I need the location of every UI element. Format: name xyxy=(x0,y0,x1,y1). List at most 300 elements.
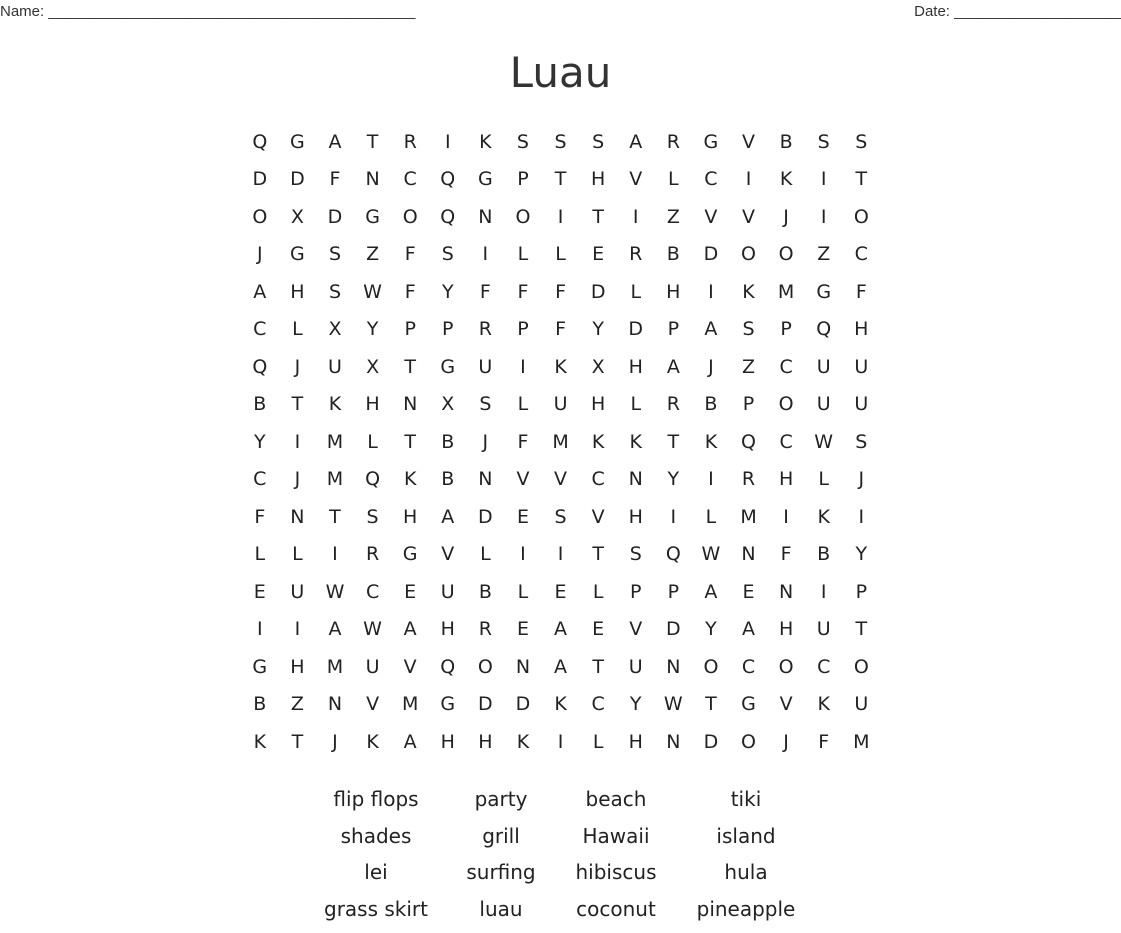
grid-letter: F xyxy=(316,168,354,190)
grid-letter: R xyxy=(655,131,693,153)
grid-letter: B xyxy=(692,393,730,415)
page-title: Luau xyxy=(0,48,1121,97)
grid-letter: D xyxy=(316,206,354,228)
grid-letter: X xyxy=(316,318,354,340)
grid-letter: I xyxy=(504,543,542,565)
grid-letter: V xyxy=(767,693,805,715)
grid-letter: L xyxy=(579,731,617,753)
grid-row xyxy=(241,536,881,574)
grid-letter: O xyxy=(692,656,730,678)
grid-letter: S xyxy=(579,131,617,153)
grid-letter: F xyxy=(504,281,542,303)
grid-letter: J xyxy=(843,468,881,490)
grid-letter: D xyxy=(467,693,505,715)
grid-letter: G xyxy=(467,168,505,190)
grid-letter: B xyxy=(241,693,279,715)
grid-letter: O xyxy=(843,656,881,678)
word-bank-item: flip flops xyxy=(306,787,446,811)
word-bank-item: grill xyxy=(431,824,571,848)
grid-letter: I xyxy=(429,131,467,153)
grid-letter: Y xyxy=(617,693,655,715)
grid-letter: C xyxy=(805,656,843,678)
grid-letter: Y xyxy=(354,318,392,340)
word-bank-item: coconut xyxy=(546,897,686,921)
grid-letter: I xyxy=(767,506,805,528)
date-field: Date: ____________________ xyxy=(914,3,1121,20)
grid-letter: A xyxy=(429,506,467,528)
word-bank-row xyxy=(0,787,1121,824)
grid-row xyxy=(241,723,881,761)
grid-letter: H xyxy=(655,281,693,303)
grid-letter: M xyxy=(843,731,881,753)
grid-letter: A xyxy=(692,581,730,603)
grid-letter: N xyxy=(767,581,805,603)
grid-row xyxy=(241,348,881,386)
grid-letter: C xyxy=(767,431,805,453)
grid-letter: P xyxy=(429,318,467,340)
grid-letter: V xyxy=(354,693,392,715)
grid-letter: V xyxy=(391,656,429,678)
grid-letter: D xyxy=(579,281,617,303)
grid-letter: L xyxy=(279,543,317,565)
grid-letter: Q xyxy=(241,356,279,378)
grid-letter: I xyxy=(617,206,655,228)
grid-letter: F xyxy=(391,243,429,265)
grid-letter: U xyxy=(467,356,505,378)
grid-row xyxy=(241,573,881,611)
grid-letter: S xyxy=(504,131,542,153)
grid-letter: S xyxy=(316,281,354,303)
grid-letter: E xyxy=(579,243,617,265)
grid-letter: T xyxy=(391,356,429,378)
grid-letter: J xyxy=(767,731,805,753)
grid-letter: T xyxy=(279,393,317,415)
grid-letter: R xyxy=(391,131,429,153)
grid-letter: M xyxy=(316,468,354,490)
grid-letter: L xyxy=(504,393,542,415)
word-bank-item: luau xyxy=(431,897,571,921)
grid-letter: Y xyxy=(579,318,617,340)
grid-letter: N xyxy=(655,656,693,678)
grid-letter: U xyxy=(805,618,843,640)
grid-letter: V xyxy=(429,543,467,565)
grid-letter: Y xyxy=(692,618,730,640)
grid-letter: K xyxy=(391,468,429,490)
grid-letter: W xyxy=(354,618,392,640)
grid-letter: H xyxy=(391,506,429,528)
grid-letter: H xyxy=(429,618,467,640)
grid-letter: I xyxy=(241,618,279,640)
grid-letter: A xyxy=(692,318,730,340)
grid-letter: B xyxy=(805,543,843,565)
grid-letter: T xyxy=(542,168,580,190)
grid-letter: M xyxy=(542,431,580,453)
grid-letter: C xyxy=(843,243,881,265)
grid-letter: Y xyxy=(655,468,693,490)
grid-letter: I xyxy=(805,206,843,228)
grid-letter: A xyxy=(542,618,580,640)
grid-letter: E xyxy=(579,618,617,640)
grid-letter: A xyxy=(316,618,354,640)
grid-letter: U xyxy=(279,581,317,603)
grid-letter: M xyxy=(767,281,805,303)
grid-letter: O xyxy=(730,243,768,265)
grid-letter: L xyxy=(241,543,279,565)
grid-letter: E xyxy=(504,506,542,528)
word-bank xyxy=(0,787,1121,933)
grid-letter: K xyxy=(467,131,505,153)
grid-letter: Z xyxy=(730,356,768,378)
word-bank-item: Hawaii xyxy=(546,824,686,848)
grid-row xyxy=(241,461,881,499)
grid-letter: B xyxy=(429,468,467,490)
grid-row xyxy=(241,311,881,349)
grid-letter: H xyxy=(467,731,505,753)
grid-letter: L xyxy=(692,506,730,528)
grid-letter: N xyxy=(504,656,542,678)
grid-letter: O xyxy=(504,206,542,228)
grid-letter: B xyxy=(467,581,505,603)
grid-letter: V xyxy=(504,468,542,490)
grid-letter: W xyxy=(805,431,843,453)
grid-letter: N xyxy=(617,468,655,490)
grid-letter: F xyxy=(805,731,843,753)
word-bank-item: shades xyxy=(306,824,446,848)
grid-letter: R xyxy=(730,468,768,490)
grid-letter: P xyxy=(730,393,768,415)
grid-letter: I xyxy=(655,506,693,528)
grid-letter: G xyxy=(730,693,768,715)
grid-letter: U xyxy=(805,393,843,415)
grid-letter: K xyxy=(579,431,617,453)
grid-letter: J xyxy=(767,206,805,228)
grid-letter: W xyxy=(354,281,392,303)
grid-letter: T xyxy=(692,693,730,715)
grid-letter: K xyxy=(617,431,655,453)
word-bank-item: surfing xyxy=(431,860,571,884)
word-bank-item: lei xyxy=(306,860,446,884)
grid-letter: F xyxy=(467,281,505,303)
grid-letter: I xyxy=(730,168,768,190)
grid-letter: T xyxy=(391,431,429,453)
grid-letter: D xyxy=(241,168,279,190)
grid-letter: B xyxy=(429,431,467,453)
grid-letter: B xyxy=(655,243,693,265)
grid-letter: H xyxy=(767,618,805,640)
grid-letter: A xyxy=(655,356,693,378)
grid-letter: L xyxy=(279,318,317,340)
grid-row xyxy=(241,161,881,199)
grid-letter: H xyxy=(843,318,881,340)
grid-letter: S xyxy=(354,506,392,528)
grid-letter: J xyxy=(692,356,730,378)
grid-letter: K xyxy=(692,431,730,453)
grid-letter: Q xyxy=(429,168,467,190)
grid-letter: R xyxy=(467,618,505,640)
grid-letter: Z xyxy=(354,243,392,265)
grid-letter: H xyxy=(617,506,655,528)
word-bank-item: hibiscus xyxy=(546,860,686,884)
grid-letter: G xyxy=(429,693,467,715)
grid-letter: K xyxy=(805,693,843,715)
grid-letter: H xyxy=(354,393,392,415)
grid-letter: S xyxy=(805,131,843,153)
word-bank-item: pineapple xyxy=(676,897,816,921)
grid-letter: D xyxy=(655,618,693,640)
grid-letter: W xyxy=(692,543,730,565)
grid-letter: N xyxy=(316,693,354,715)
grid-letter: S xyxy=(730,318,768,340)
grid-letter: K xyxy=(316,393,354,415)
grid-letter: J xyxy=(241,243,279,265)
grid-row xyxy=(241,498,881,536)
grid-letter: A xyxy=(730,618,768,640)
grid-letter: K xyxy=(767,168,805,190)
grid-letter: I xyxy=(805,168,843,190)
grid-letter: X xyxy=(429,393,467,415)
grid-letter: I xyxy=(279,618,317,640)
grid-letter: Y xyxy=(843,543,881,565)
grid-letter: X xyxy=(279,206,317,228)
grid-letter: O xyxy=(467,656,505,678)
grid-letter: L xyxy=(617,393,655,415)
grid-letter: L xyxy=(579,581,617,603)
grid-letter: C xyxy=(354,581,392,603)
grid-letter: T xyxy=(843,168,881,190)
grid-row xyxy=(241,123,881,161)
grid-letter: O xyxy=(767,243,805,265)
grid-letter: F xyxy=(504,431,542,453)
grid-letter: K xyxy=(542,356,580,378)
grid-letter: P xyxy=(767,318,805,340)
grid-letter: D xyxy=(617,318,655,340)
grid-letter: S xyxy=(316,243,354,265)
word-bank-row xyxy=(0,860,1121,897)
grid-letter: G xyxy=(805,281,843,303)
grid-letter: V xyxy=(692,206,730,228)
grid-letter: M xyxy=(391,693,429,715)
grid-letter: U xyxy=(843,393,881,415)
grid-letter: F xyxy=(767,543,805,565)
grid-letter: M xyxy=(730,506,768,528)
grid-letter: A xyxy=(391,618,429,640)
grid-letter: T xyxy=(579,543,617,565)
grid-letter: H xyxy=(429,731,467,753)
grid-letter: D xyxy=(467,506,505,528)
grid-letter: K xyxy=(354,731,392,753)
grid-letter: S xyxy=(843,131,881,153)
grid-letter: L xyxy=(467,543,505,565)
grid-letter: I xyxy=(542,543,580,565)
grid-letter: V xyxy=(730,206,768,228)
word-bank-item: party xyxy=(431,787,571,811)
grid-letter: R xyxy=(655,393,693,415)
grid-letter: O xyxy=(767,656,805,678)
grid-letter: I xyxy=(805,581,843,603)
grid-row xyxy=(241,648,881,686)
grid-letter: X xyxy=(354,356,392,378)
grid-letter: A xyxy=(542,656,580,678)
grid-letter: O xyxy=(730,731,768,753)
grid-letter: H xyxy=(767,468,805,490)
grid-letter: I xyxy=(692,468,730,490)
grid-letter: L xyxy=(354,431,392,453)
grid-row xyxy=(241,236,881,274)
grid-letter: F xyxy=(241,506,279,528)
grid-letter: N xyxy=(730,543,768,565)
grid-letter: C xyxy=(579,693,617,715)
grid-letter: I xyxy=(542,206,580,228)
grid-letter: P xyxy=(504,168,542,190)
grid-letter: I xyxy=(467,243,505,265)
grid-row xyxy=(241,386,881,424)
grid-letter: E xyxy=(542,581,580,603)
grid-letter: C xyxy=(241,318,279,340)
grid-letter: T xyxy=(655,431,693,453)
grid-letter: T xyxy=(579,206,617,228)
grid-letter: I xyxy=(843,506,881,528)
grid-letter: S xyxy=(843,431,881,453)
grid-letter: U xyxy=(316,356,354,378)
grid-letter: K xyxy=(504,731,542,753)
grid-letter: Z xyxy=(655,206,693,228)
grid-row xyxy=(241,686,881,724)
grid-letter: S xyxy=(429,243,467,265)
name-field: Name: ____________________________________________ xyxy=(0,3,415,20)
grid-letter: K xyxy=(730,281,768,303)
letter-grid xyxy=(241,123,881,761)
grid-letter: M xyxy=(316,431,354,453)
grid-letter: O xyxy=(241,206,279,228)
grid-letter: T xyxy=(843,618,881,640)
grid-letter: K xyxy=(241,731,279,753)
grid-letter: E xyxy=(241,581,279,603)
grid-letter: C xyxy=(730,656,768,678)
grid-letter: C xyxy=(391,168,429,190)
grid-letter: J xyxy=(467,431,505,453)
grid-letter: B xyxy=(767,131,805,153)
word-bank-item: tiki xyxy=(676,787,816,811)
grid-letter: E xyxy=(391,581,429,603)
grid-letter: T xyxy=(279,731,317,753)
grid-letter: V xyxy=(617,618,655,640)
grid-letter: K xyxy=(542,693,580,715)
grid-letter: U xyxy=(542,393,580,415)
grid-letter: L xyxy=(617,281,655,303)
grid-letter: I xyxy=(504,356,542,378)
grid-letter: U xyxy=(354,656,392,678)
grid-letter: U xyxy=(617,656,655,678)
grid-letter: P xyxy=(504,318,542,340)
grid-letter: P xyxy=(391,318,429,340)
grid-letter: P xyxy=(655,581,693,603)
grid-letter: A xyxy=(617,131,655,153)
grid-letter: E xyxy=(504,618,542,640)
grid-letter: T xyxy=(579,656,617,678)
grid-letter: M xyxy=(316,656,354,678)
grid-letter: P xyxy=(843,581,881,603)
grid-letter: N xyxy=(279,506,317,528)
grid-letter: S xyxy=(617,543,655,565)
word-bank-item: island xyxy=(676,824,816,848)
grid-row xyxy=(241,273,881,311)
grid-letter: Q xyxy=(805,318,843,340)
grid-letter: U xyxy=(843,356,881,378)
grid-letter: Z xyxy=(805,243,843,265)
grid-letter: F xyxy=(542,318,580,340)
grid-letter: R xyxy=(354,543,392,565)
grid-letter: J xyxy=(279,468,317,490)
grid-letter: N xyxy=(655,731,693,753)
grid-letter: Q xyxy=(730,431,768,453)
grid-letter: U xyxy=(805,356,843,378)
grid-letter: G xyxy=(391,543,429,565)
grid-letter: H xyxy=(279,281,317,303)
grid-letter: I xyxy=(316,543,354,565)
grid-letter: U xyxy=(429,581,467,603)
grid-letter: A xyxy=(316,131,354,153)
grid-letter: F xyxy=(391,281,429,303)
grid-letter: P xyxy=(655,318,693,340)
grid-letter: Q xyxy=(241,131,279,153)
grid-letter: P xyxy=(617,581,655,603)
grid-letter: N xyxy=(467,206,505,228)
grid-letter: V xyxy=(579,506,617,528)
grid-letter: N xyxy=(391,393,429,415)
grid-letter: S xyxy=(542,131,580,153)
grid-letter: O xyxy=(767,393,805,415)
word-bank-row xyxy=(0,824,1121,861)
grid-letter: B xyxy=(241,393,279,415)
grid-letter: Q xyxy=(429,206,467,228)
grid-letter: D xyxy=(692,243,730,265)
grid-letter: R xyxy=(617,243,655,265)
grid-letter: V xyxy=(617,168,655,190)
grid-letter: H xyxy=(617,731,655,753)
grid-letter: A xyxy=(241,281,279,303)
word-bank-item: hula xyxy=(676,860,816,884)
grid-letter: T xyxy=(316,506,354,528)
grid-letter: C xyxy=(767,356,805,378)
grid-letter: H xyxy=(579,168,617,190)
grid-letter: D xyxy=(504,693,542,715)
grid-letter: G xyxy=(241,656,279,678)
grid-letter: O xyxy=(391,206,429,228)
grid-letter: X xyxy=(579,356,617,378)
grid-letter: W xyxy=(316,581,354,603)
grid-letter: A xyxy=(391,731,429,753)
grid-letter: U xyxy=(843,693,881,715)
grid-letter: Y xyxy=(241,431,279,453)
grid-letter: G xyxy=(429,356,467,378)
grid-letter: G xyxy=(279,131,317,153)
grid-letter: D xyxy=(692,731,730,753)
grid-letter: H xyxy=(279,656,317,678)
grid-letter: I xyxy=(279,431,317,453)
grid-letter: Q xyxy=(429,656,467,678)
grid-letter: G xyxy=(354,206,392,228)
word-bank-item: beach xyxy=(546,787,686,811)
grid-letter: H xyxy=(579,393,617,415)
grid-letter: J xyxy=(279,356,317,378)
grid-letter: C xyxy=(241,468,279,490)
grid-letter: G xyxy=(279,243,317,265)
word-bank-item: grass skirt xyxy=(306,897,446,921)
grid-letter: N xyxy=(467,468,505,490)
grid-row xyxy=(241,198,881,236)
word-bank-row xyxy=(0,897,1121,933)
grid-letter: Q xyxy=(354,468,392,490)
